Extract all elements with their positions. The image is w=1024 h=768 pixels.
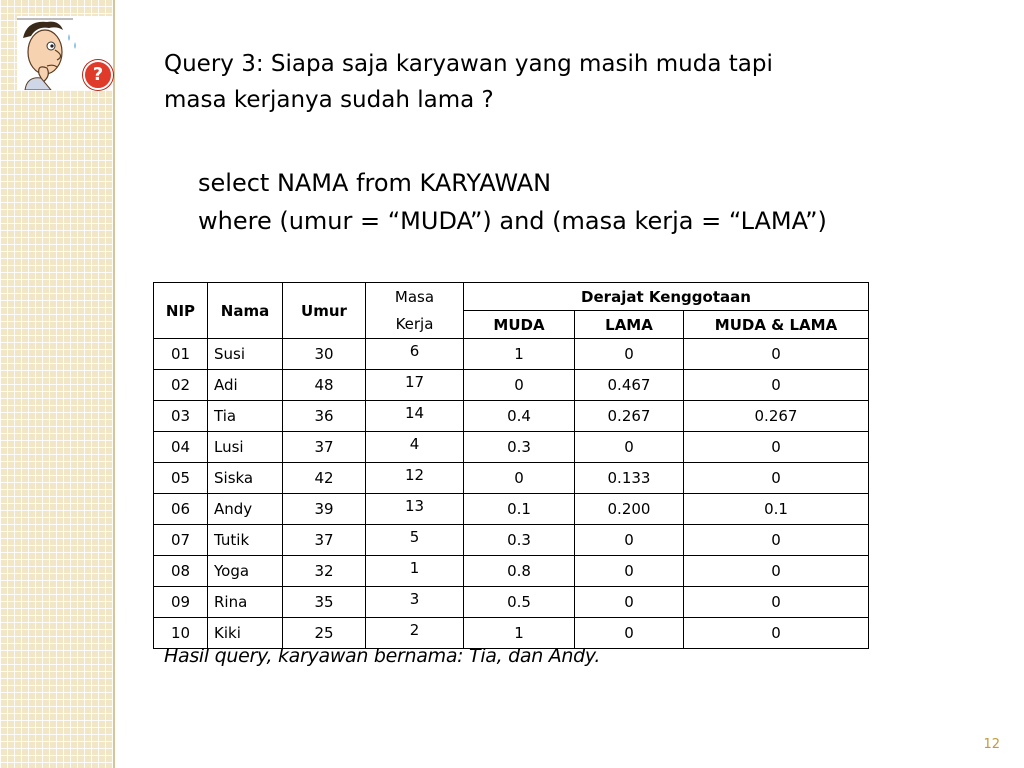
cell-masa: 12 [366,463,464,494]
header-nama: Nama [208,283,283,339]
cell-muda-lama: 0 [684,463,869,494]
cell-muda: 0.1 [464,494,575,525]
cell-umur: 48 [283,370,366,401]
sql-query [198,164,988,240]
cell-muda: 0.8 [464,556,575,587]
cell-nip: 03 [154,401,208,432]
cell-nama: Andy [208,494,283,525]
cell-masa: 6 [366,339,464,370]
cell-muda-lama: 0 [684,556,869,587]
cell-lama: 0 [575,525,684,556]
cell-nip: 07 [154,525,208,556]
cell-muda: 0.5 [464,587,575,618]
cell-nip: 08 [154,556,208,587]
table-row [154,339,869,370]
cell-lama: 0.133 [575,463,684,494]
cell-muda: 0.3 [464,432,575,463]
sidebar-pattern [0,0,113,768]
slide-title [164,46,904,118]
title-line-2: masa kerjanya sudah lama ? [164,87,494,113]
cell-lama: 0 [575,339,684,370]
table-row [154,525,869,556]
cell-nama: Siska [208,463,283,494]
table-row [154,618,869,649]
cell-nama: Adi [208,370,283,401]
table-row [154,401,869,432]
cell-nama: Tia [208,401,283,432]
cell-umur: 39 [283,494,366,525]
cell-nip: 05 [154,463,208,494]
cell-lama: 0 [575,432,684,463]
cell-nama: Lusi [208,432,283,463]
cell-muda: 1 [464,618,575,649]
table-row [154,463,869,494]
cell-masa: 5 [366,525,464,556]
cell-muda-lama: 0 [684,525,869,556]
header-masa: Masa [366,283,464,311]
cell-nama: Kiki [208,618,283,649]
cell-muda-lama: 0 [684,432,869,463]
cell-nip: 09 [154,587,208,618]
header-umur: Umur [283,283,366,339]
cell-masa: 1 [366,556,464,587]
cell-masa: 2 [366,618,464,649]
cell-umur: 37 [283,525,366,556]
cell-muda-lama: 0 [684,339,869,370]
table-row [154,494,869,525]
cell-masa: 3 [366,587,464,618]
cell-masa: 4 [366,432,464,463]
cell-umur: 30 [283,339,366,370]
cell-masa: 14 [366,401,464,432]
table-row [154,432,869,463]
page-number: 12 [983,737,1000,752]
cell-nama: Rina [208,587,283,618]
cell-muda: 0.4 [464,401,575,432]
cell-lama: 0.267 [575,401,684,432]
cell-masa: 13 [366,494,464,525]
cell-muda: 0 [464,463,575,494]
cell-umur: 32 [283,556,366,587]
cell-umur: 35 [283,587,366,618]
cell-umur: 36 [283,401,366,432]
query-line-1: select NAMA from KARYAWAN [198,169,552,197]
cell-nip: 10 [154,618,208,649]
cell-lama: 0 [575,587,684,618]
header-lama: LAMA [575,311,684,339]
cell-muda: 0 [464,370,575,401]
cell-muda: 0.3 [464,525,575,556]
header-nip: NIP [154,283,208,339]
table-row [154,587,869,618]
cell-umur: 25 [283,618,366,649]
membership-table [153,282,869,649]
cell-nama: Yoga [208,556,283,587]
table-row [154,556,869,587]
query-line-2: where (umur = “MUDA”) and (masa kerja = “LAMA”) [198,207,827,235]
cell-lama: 0.200 [575,494,684,525]
cell-nip: 02 [154,370,208,401]
cell-nama: Susi [208,339,283,370]
query-result-text: Hasil query, karyawan bernama: Tia, dan Andy. [164,645,601,667]
cell-lama: 0.467 [575,370,684,401]
title-line-1: Query 3: Siapa saja karyawan yang masih muda tapi [164,51,773,77]
header-muda: MUDA [464,311,575,339]
cell-muda-lama: 0 [684,587,869,618]
cell-lama: 0 [575,556,684,587]
cell-muda-lama: 0 [684,370,869,401]
cell-muda-lama: 0.1 [684,494,869,525]
cell-muda: 1 [464,339,575,370]
cell-nip: 06 [154,494,208,525]
cell-nip: 01 [154,339,208,370]
cell-muda-lama: 0.267 [684,401,869,432]
cell-nip: 04 [154,432,208,463]
cell-lama: 0 [575,618,684,649]
cell-muda-lama: 0 [684,618,869,649]
cell-umur: 42 [283,463,366,494]
cell-masa: 17 [366,370,464,401]
table-row [154,370,869,401]
header-muda-lama: MUDA & LAMA [684,311,869,339]
sidebar-edge [113,0,115,768]
cell-nama: Tutik [208,525,283,556]
header-kerja: Kerja [366,311,464,339]
header-derajat: Derajat Kenggotaan [464,283,869,311]
cell-umur: 37 [283,432,366,463]
help-badge: ? [83,60,113,90]
